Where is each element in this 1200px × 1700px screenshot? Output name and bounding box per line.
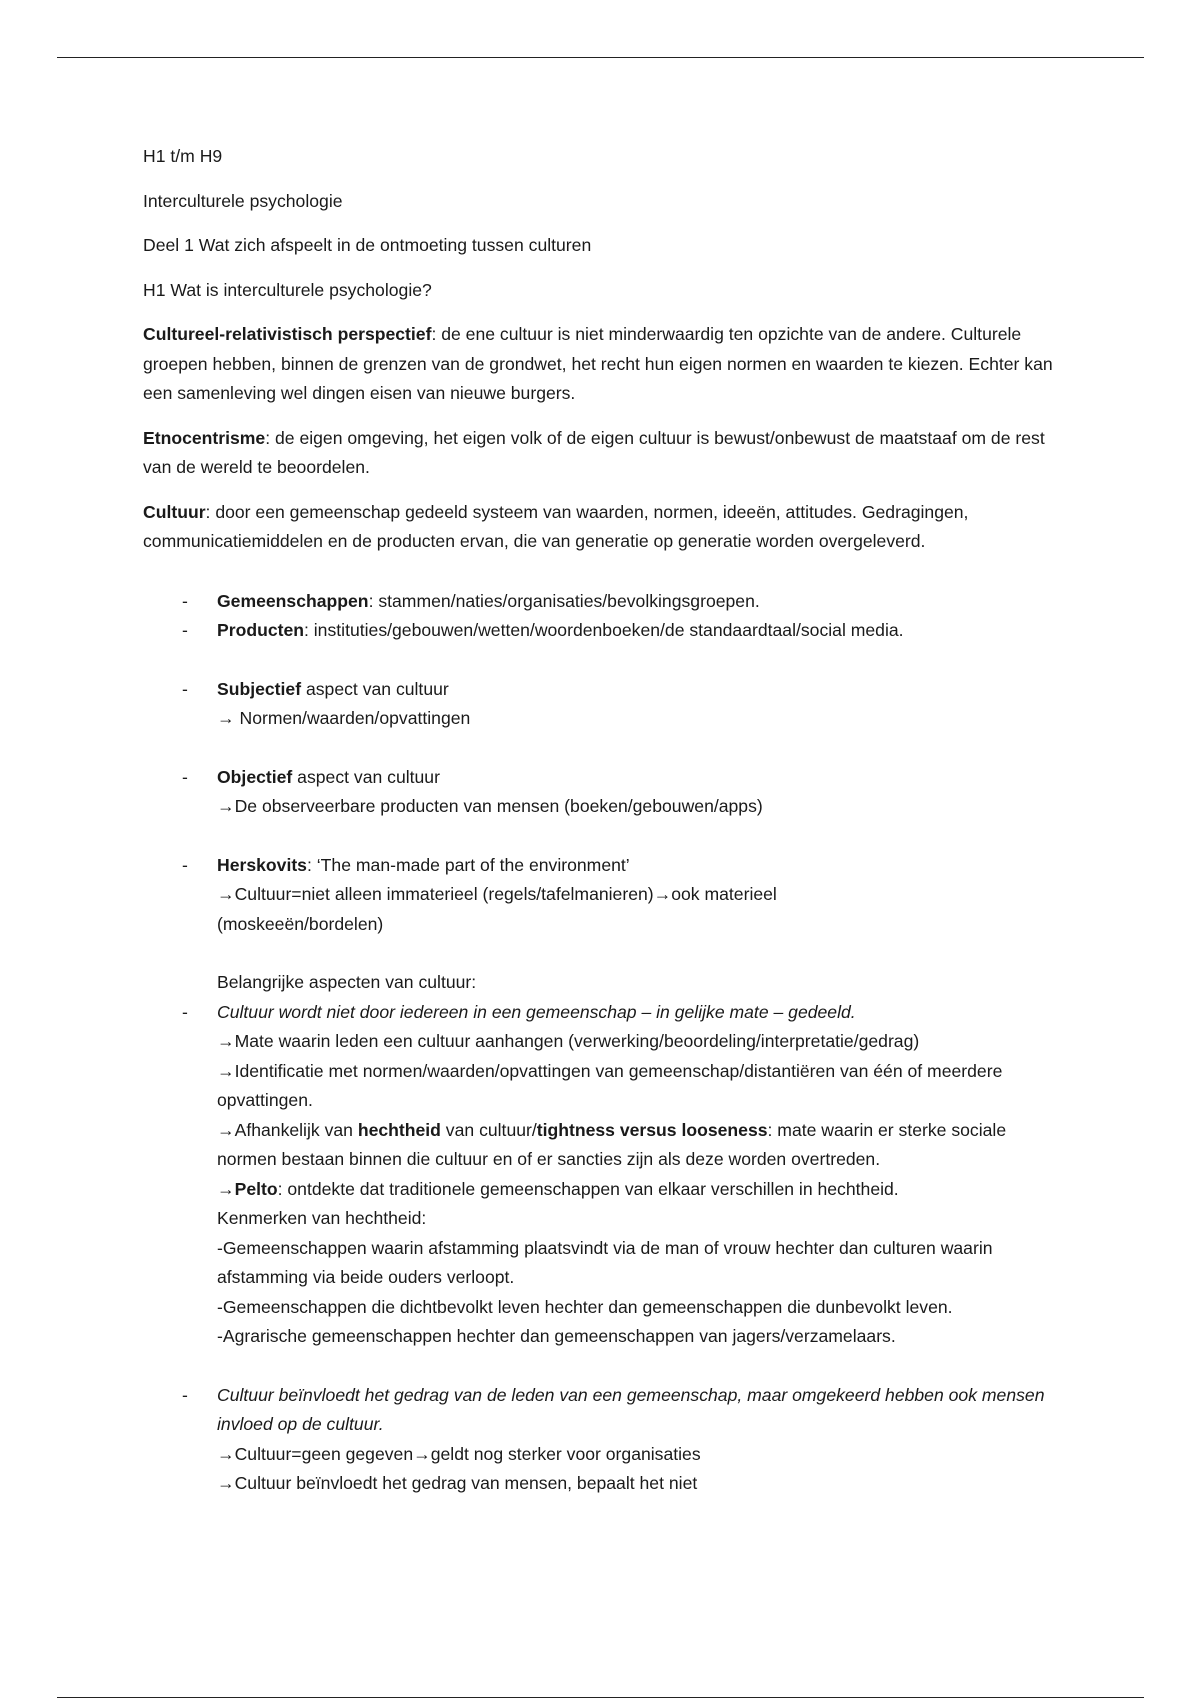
aspect-title: Cultuur wordt niet door iedereen in een gemeenschap – in gelijke mate – gedeeld. [217, 1001, 856, 1022]
dash-bullet: - [182, 854, 188, 875]
aspects-heading: Belangrijke aspecten van cultuur: [217, 972, 477, 992]
dash-bullet: - [182, 766, 188, 787]
top-rule [57, 57, 1144, 58]
definition-term: Etnocentrisme [143, 427, 266, 448]
definition-text: : de ene cultuur is niet minderwaardig ten opzichte van de andere. Culturele groepen hebben, binnen de grenzen van de grondwet, het recht hun eigen normen en waarden te kiezen. Echter kan een samenleving wel dingen eisen van nieuwe burgers. [143, 324, 1053, 403]
definition-ethnocentrism [143, 424, 1063, 483]
dash-bullet: - [182, 620, 188, 640]
bottom-rule [57, 1697, 1144, 1698]
definition-text: : de eigen omgeving, het eigen volk of de eigen cultuur is bewust/onbewust de maatstaaf om de rest van de wereld te beoordelen. [143, 427, 1045, 477]
dash-bullet: - [182, 678, 188, 699]
list-item: - Producten: instituties/gebouwen/wetten/woordenboeken/de standaardtaal/social media. [143, 616, 1063, 646]
definition-cultural-relativism [143, 320, 1063, 409]
definition-text: : door een gemeenschap gedeeld systeem van waarden, normen, ideeën, attitudes. Gedragingen, communicatiemiddelen en de producten ervan, die van generatie op generatie worden overgeleverd. [143, 501, 969, 551]
list-item: - Cultuur wordt niet door iedereen in een gemeenschap – in gelijke mate – gedeeld. →Mate waarin leden een cultuur aanhangen (verwerking/beoordeling/interpretatie/gedrag) →Identificatie met normen/waarden/opvattingen van gemeenschap/distantiëren van één of meerdere opvattingen. →Afhankelijk van hechtheid van cultuur/tightness versus looseness: mate waarin er sterke sociale normen bestaan binnen die cultuur en of er sancties zijn als deze worden overtreden. →Pelto: ontdekte dat traditionele gemeenschappen van elkaar verschillen in hechtheid. Kenmerken van hechtheid: -Gemeenschappen waarin afstamming plaatsvindt via de man of vrouw hechter dan culturen waarin afstamming via beide ouders verloopt. -Gemeenschappen die dichtbevolkt leven hechter dan gemeenschappen die dunbevolkt leven. -Agrarische gemeenschappen hechter dan gemeenschappen van jagers/verzamelaars. [143, 998, 1063, 1352]
dash-bullet: - [182, 1001, 188, 1022]
list-item: - Subjectief aspect van cultuur → Normen/waarden/opvattingen [143, 675, 1063, 734]
doc-range: H1 t/m H9 [143, 146, 223, 166]
definition-term: Cultureel-relativistisch perspectief [143, 324, 432, 344]
chapter-title: H1 Wat is interculturele psychologie? [143, 279, 432, 300]
dash-bullet: - [182, 1384, 188, 1405]
list-item: - Gemeenschappen: stammen/naties/organisaties/bevolkingsgroepen. [143, 587, 1063, 617]
definition-term: Cultuur [143, 501, 206, 522]
course-title: Interculturele psychologie [143, 190, 343, 211]
document-body [143, 142, 1063, 1499]
definition-culture [143, 498, 1063, 557]
list-item: - Objectief aspect van cultuur →De observeerbare producten van mensen (boeken/gebouwen/apps) [143, 763, 1063, 822]
dash-bullet: - [182, 590, 188, 611]
list-item: - Herskovits: ‘The man-made part of the environment’ →Cultuur=niet alleen immaterieel (regels/tafelmanieren)→ook materieel (moskeeën/bordelen) [143, 851, 1063, 940]
list-item: - Cultuur beïnvloedt het gedrag van de leden van een gemeenschap, maar omgekeerd hebben ook mensen invloed op de cultuur. →Cultuur=geen gegeven→geldt nog sterker voor organisaties →Cultuur beïnvloedt het gedrag van mensen, bepaalt het niet [143, 1381, 1063, 1499]
aspect-title: Cultuur beïnvloedt het gedrag van de leden van een gemeenschap, maar omgekeerd hebben ook mensen invloed op de cultuur. [217, 1384, 1045, 1434]
part-title: Deel 1 Wat zich afspeelt in de ontmoeting tussen culturen [143, 235, 592, 255]
